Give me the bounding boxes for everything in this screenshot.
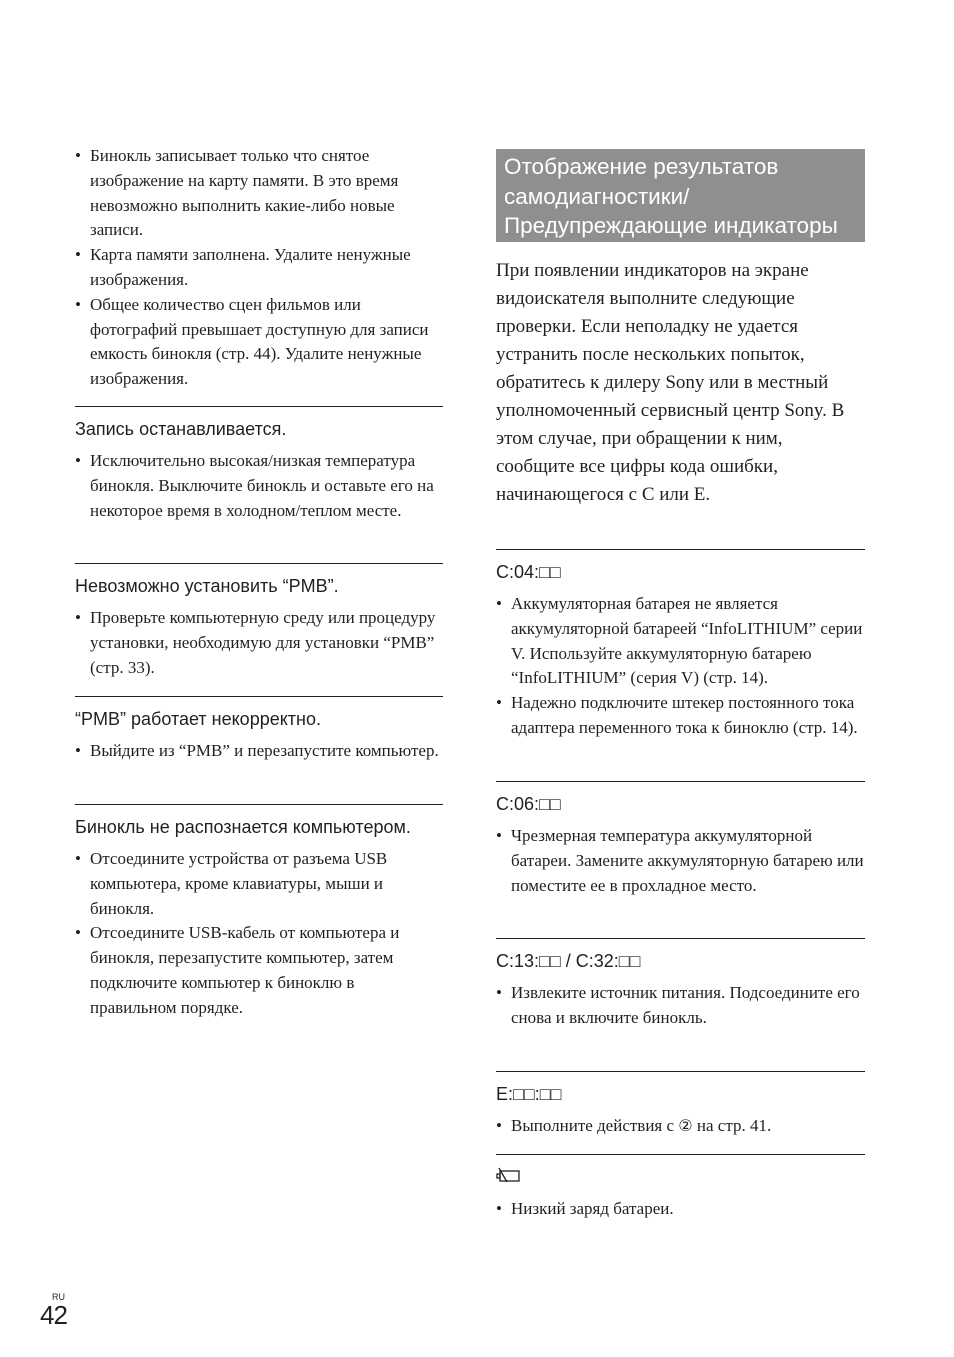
list-item: • Общее количество сцен фильмов или фотографий превышает доступную для записи емкость бинокля (стр. 44). Удалите ненужные изображения. [75,293,443,392]
list-item: • Карта памяти заполнена. Удалите ненужные изображения. [75,243,443,293]
list-item: • Отсоедините USB-кабель от компьютера и бинокля, перезапустите компьютер, затем подключите компьютер к биноклю в правильном порядке. [75,921,443,1020]
list-item: • Надежно подключите штекер постоянного тока адаптера переменного тока к биноклю (стр. 14). [496,691,865,741]
page-number: 42 [40,1300,67,1330]
circled-number: ② [678,1116,693,1135]
error-code: C:04:□□ [496,562,561,582]
error-code: C:06:□□ [496,794,561,814]
list-item: • Аккумуляторная батарея не является аккумуляторной батареей “InfoLITHIUM” серии V. Используйте аккумуляторную батарею “InfoLITHIUM” (серия V) (стр. 14). [496,592,865,691]
section-title: Невозможно установить “PMB”. [75,576,339,596]
list-item: • Бинокль записывает только что снятое изображение на карту памяти. В это время невозможно выполнить какие-либо новые записи. [75,144,443,243]
list-item: • Выйдите из “PMB” и перезапустите компьютер. [75,739,443,764]
section-not-recognized [75,804,443,1021]
list-item: • Отсоедините устройства от разъема USB компьютера, кроме клавиатуры, мыши и бинокля. [75,847,443,921]
low-battery-icon [496,1166,522,1182]
list-item: • Чрезмерная температура аккумуляторной батареи. Замените аккумуляторную батарею или поместите ее в прохладное место. [496,824,865,898]
list-item: • Проверьте компьютерную среду или процедуру установки, необходимую для установки “PMB” (стр. 33). [75,606,443,680]
section-cannot-install-pmb [75,563,443,680]
section-low-battery [496,1154,865,1222]
section-title: Бинокль не распознается компьютером. [75,817,411,837]
list-item: • Низкий заряд батареи. [496,1197,865,1222]
section-code-e [496,1071,865,1139]
intro-bullet-list [75,144,443,392]
section-icon-row [496,1155,865,1188]
section-pmb-malfunction [75,696,443,764]
list-item [496,1114,865,1139]
section-recording-stops [75,406,443,523]
section-code-c06 [496,781,865,898]
bullet-text: на стр. 41. [692,1116,772,1135]
section-code-c13-c32 [496,938,865,1031]
list-item: • Извлеките источник питания. Подсоедините его снова и включите бинокль. [496,981,865,1031]
list-item: • Исключительно высокая/низкая температура бинокля. Выключите бинокль и оставьте его на некоторое время в холодном/теплом месте. [75,449,443,523]
intro-paragraph: При появлении индикаторов на экране видоискателя выполните следующие проверки. Если неполадку не удается устранить после нескольких попыток, обратитесь к дилеру Sony или в местный уполномоченный сервисный центр Sony. В этом случае, при обращении к ним, сообщите все цифры кода ошибки, начинающегося с C или E. [496,260,845,505]
section-title: “PMB” работает некорректно. [75,709,321,729]
page-number-block [40,1292,67,1328]
bullet-text: Выполните действия с [511,1116,679,1135]
section-title: Запись останавливается. [75,419,287,439]
error-code: E:□□:□□ [496,1084,562,1104]
language-code: RU [52,1292,65,1302]
section-banner-title: Отображение результатов самодиагностики/ Предупреждающие индикаторы [496,149,865,242]
error-code: C:13:□□ / C:32:□□ [496,951,641,971]
section-code-c04 [496,549,865,741]
